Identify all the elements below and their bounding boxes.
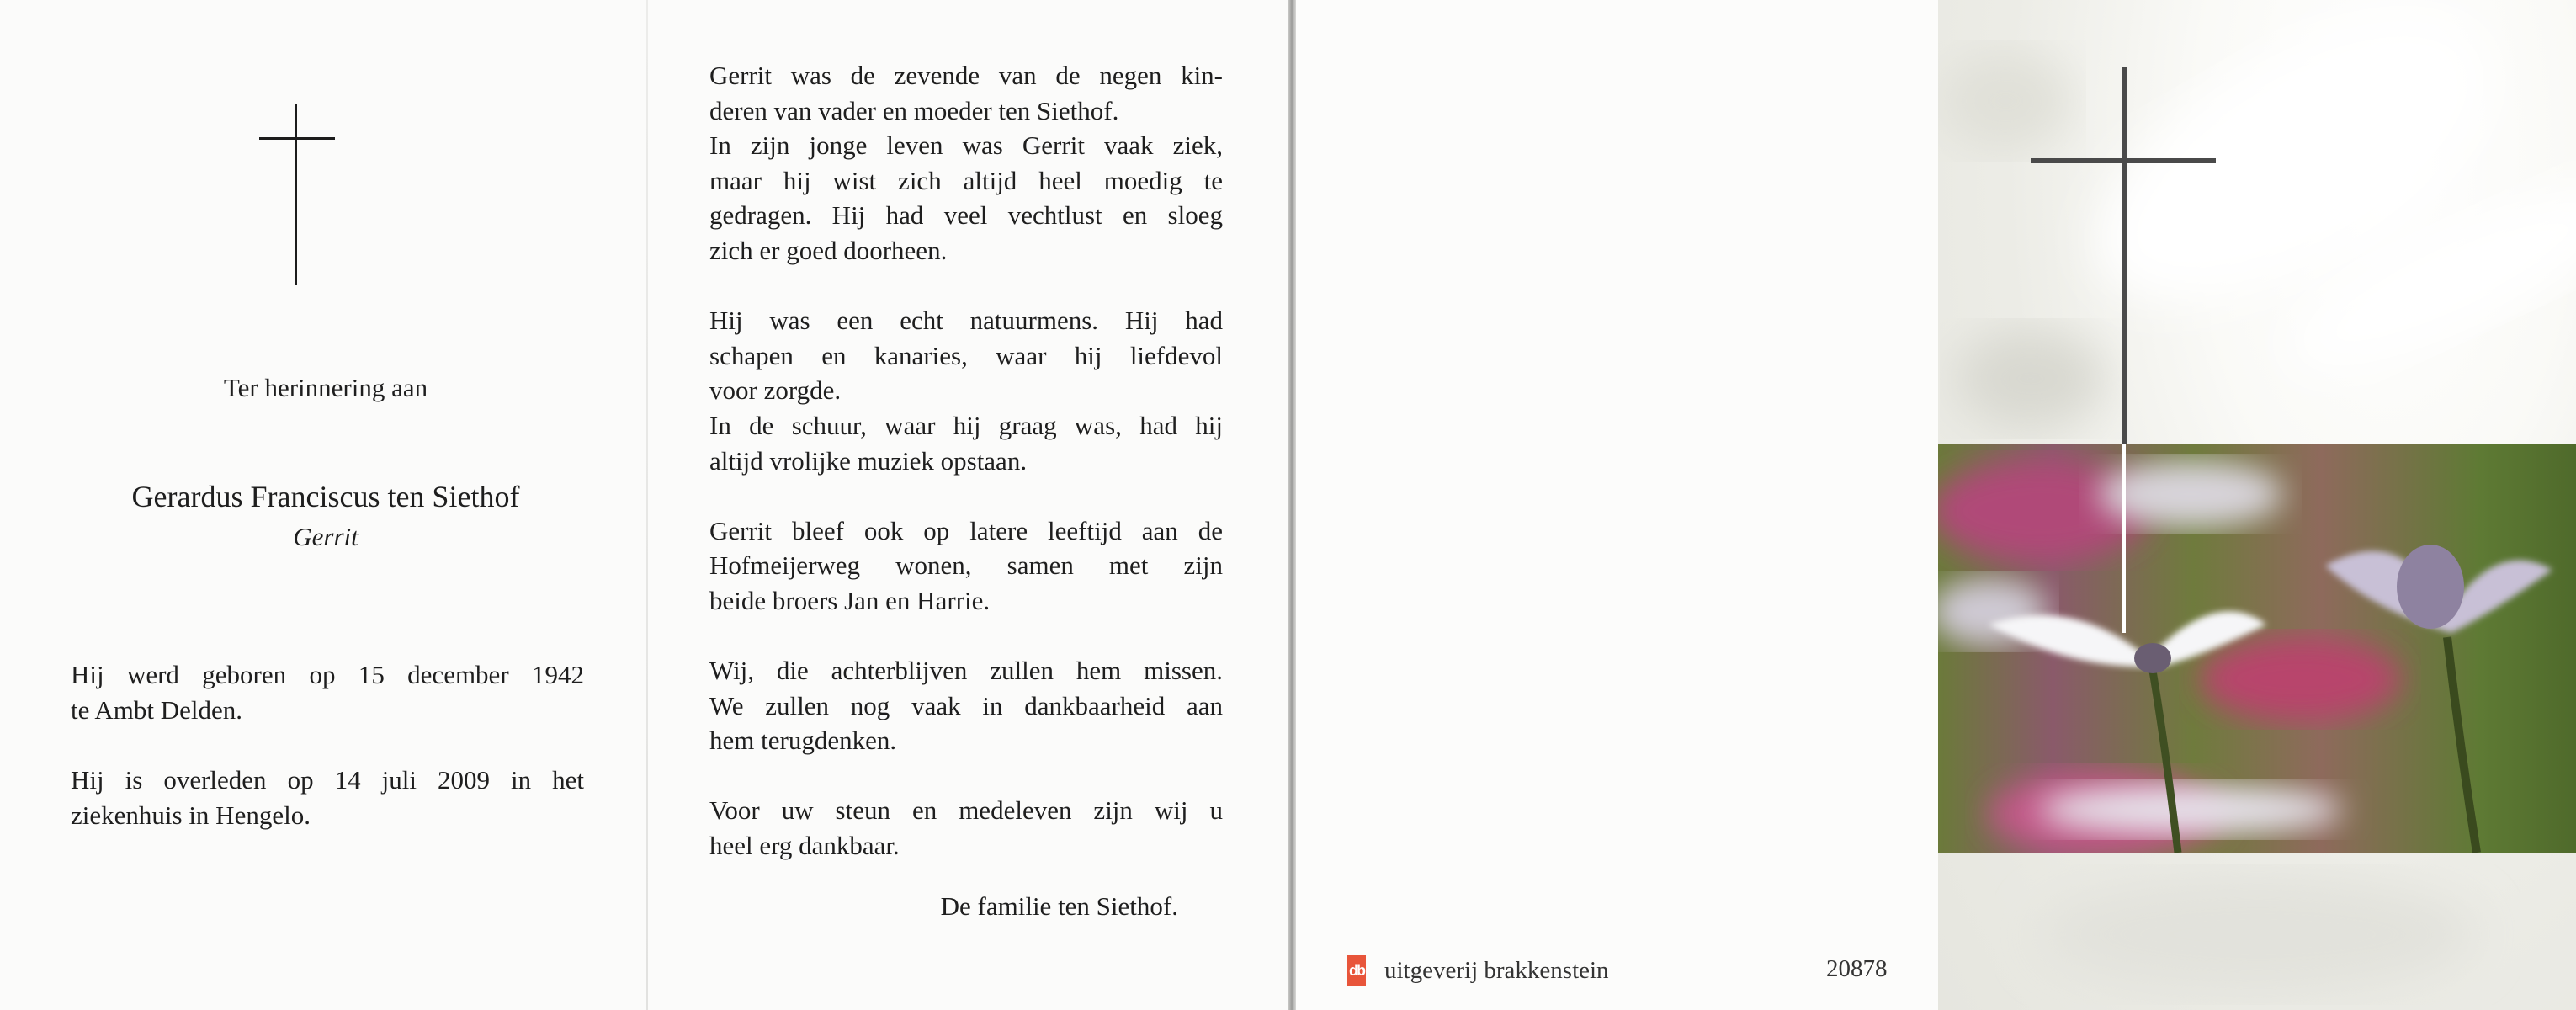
story-line: We zullen nog vaak in dankbaarheid aan [709, 690, 1223, 720]
birth-line: Hij werd geboren op 15 december 1942 [71, 660, 584, 689]
story-line: heel erg dankbaar. [709, 831, 900, 861]
story-paragraph [709, 513, 1223, 619]
story-paragraph [709, 303, 1223, 478]
front-cover-image [1938, 0, 2576, 1010]
story-line: Voor uw steun en medeleven zijn wij u [709, 795, 1223, 826]
story-line: schapen en kanaries, waar hij liefdevol [709, 340, 1223, 370]
story-line: In zijn jonge leven was Gerrit vaak ziek, [709, 130, 1223, 161]
story-line: Hofmeijerweg wonen, samen met zijn [709, 550, 1223, 581]
publisher-logo: db [1347, 955, 1366, 986]
death-line: Hij is overleden op 14 juli 2009 in het [71, 765, 584, 795]
publisher-name: uitgeverij brakkenstein [1384, 956, 1609, 984]
story-line: gedragen. Hij had veel vechtlust en sloeg [709, 200, 1223, 231]
deceased-nickname: Gerrit [293, 522, 359, 551]
death-line: ziekenhuis in Hengelo. [71, 800, 311, 830]
story-line: zich er goed doorheen. [709, 235, 948, 265]
death-paragraph [71, 763, 584, 832]
card-divider [1288, 0, 1296, 1010]
intro-text: Ter herinnering aan [223, 373, 428, 402]
story-line: Gerrit bleef ook op latere leeftijd aan de [709, 515, 1223, 545]
story-line: Wij, die achterblijven zullen hem missen. [709, 656, 1223, 686]
deceased-name: Gerardus Franciscus ten Siethof [131, 480, 520, 513]
story-line: deren van vader en moeder ten Siethof. [709, 95, 1119, 125]
story-line: maar hij wist zich altijd heel moedig te [709, 165, 1223, 195]
cross-icon [259, 104, 335, 285]
story-paragraph [709, 793, 1223, 863]
story-line: voor zorgde. [709, 375, 842, 406]
life-story [709, 58, 1223, 898]
cover-cross-icon [2031, 67, 2216, 640]
publisher [1347, 955, 1609, 986]
story-paragraph [709, 653, 1223, 758]
story-line: hem terugdenken. [709, 726, 897, 756]
story-line: In de schuur, waar hij graag was, had hij [709, 410, 1223, 440]
story-line: Gerrit was de zevende van de negen kin- [709, 61, 1223, 90]
signature: De familie ten Siethof. [940, 891, 1178, 921]
story-paragraph [709, 58, 1223, 268]
card-number: 20878 [1826, 955, 1888, 982]
story-line: Hij was een echt natuurmens. Hij had [709, 306, 1223, 336]
story-line: altijd vrolijke muziek opstaan. [709, 445, 1028, 476]
story-line: beide broers Jan en Harrie. [709, 585, 991, 615]
birth-line: te Ambt Delden. [71, 694, 243, 725]
birth-paragraph [71, 657, 584, 727]
